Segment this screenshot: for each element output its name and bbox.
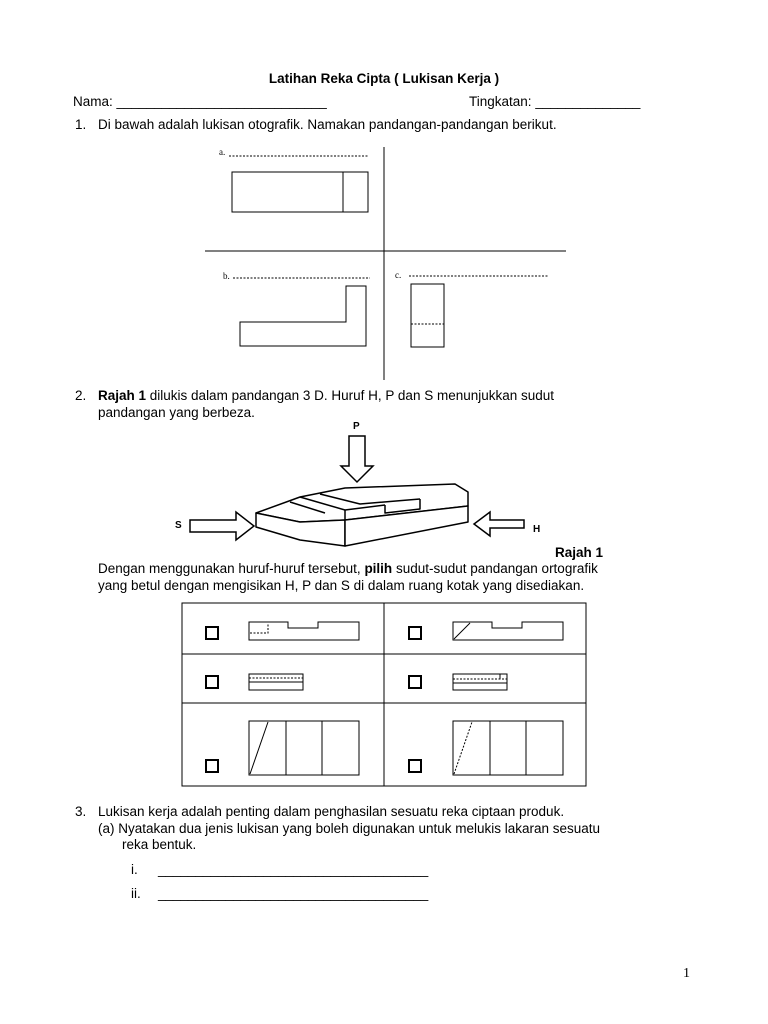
q2-instr-bold: pilih xyxy=(364,561,393,576)
page-number: 1 xyxy=(683,966,690,981)
q2-instr-part2: sudut-sudut pandangan ortografik xyxy=(392,561,598,576)
option-2-drawing xyxy=(453,622,563,640)
answer-checkbox-3[interactable] xyxy=(205,675,219,689)
answer-checkbox-2[interactable] xyxy=(408,626,422,640)
form-label: Tingkatan: xyxy=(469,94,532,109)
name-label: Nama: xyxy=(73,94,113,109)
q2-instr-part1: Dengan menggunakan huruf-huruf tersebut, xyxy=(98,561,365,576)
name-blank[interactable]: ____________________________ xyxy=(116,94,327,109)
q2-instruction-line2: yang betul dengan mengisikan H, P dan S di dalam ruang kotak yang disediakan. xyxy=(98,578,585,593)
q3-text: Lukisan kerja adalah penting dalam penghasilan sesuatu reka ciptaan produk. xyxy=(98,804,565,819)
q3-answer-i[interactable]: ____________________________________ xyxy=(158,862,429,877)
q3-item-ii-label: ii. xyxy=(131,886,141,901)
form-blank[interactable]: ______________ xyxy=(535,94,641,109)
answer-checkbox-5[interactable] xyxy=(205,759,219,773)
option-1-drawing xyxy=(249,622,359,640)
rajah1-caption: Rajah 1 xyxy=(555,545,604,560)
q2-line1-rest: dilukis dalam pandangan 3 D. Huruf H, P dan S menunjukkan sudut xyxy=(146,388,555,403)
q2-number: 2. xyxy=(75,388,87,403)
q3-item-i-label: i. xyxy=(131,862,138,877)
option-5-drawing xyxy=(249,721,359,775)
q2-bold-lead: Rajah 1 xyxy=(98,388,147,403)
worksheet-title: Latihan Reka Cipta ( Lukisan Kerja ) xyxy=(268,71,500,86)
q3-sub-a-line1: (a) Nyatakan dua jenis lukisan yang boleh digunakan untuk melukis lakaran sesuatu xyxy=(98,821,601,836)
q1-text: Di bawah adalah lukisan otografik. Namakan pandangan-pandangan berikut. xyxy=(98,117,557,132)
q3-sub-a-line2: reka bentuk. xyxy=(122,837,197,852)
option-3-drawing xyxy=(249,674,303,690)
q1-label-a: a. xyxy=(219,147,226,157)
q1-label-b: b. xyxy=(223,271,230,281)
label-p: P xyxy=(353,421,360,432)
answer-checkbox-4[interactable] xyxy=(408,675,422,689)
label-h: H xyxy=(533,524,541,535)
q1-label-c: c. xyxy=(395,270,402,280)
option-4-drawing xyxy=(453,674,507,690)
answer-checkbox-1[interactable] xyxy=(205,626,219,640)
q3-answer-ii[interactable]: ____________________________________ xyxy=(158,886,429,901)
q2-line2: pandangan yang berbeza. xyxy=(98,405,255,420)
q1-number: 1. xyxy=(75,117,87,132)
option-6-drawing xyxy=(453,721,563,775)
label-s: S xyxy=(175,520,182,531)
q3-number: 3. xyxy=(75,804,87,819)
answer-checkbox-6[interactable] xyxy=(408,759,422,773)
